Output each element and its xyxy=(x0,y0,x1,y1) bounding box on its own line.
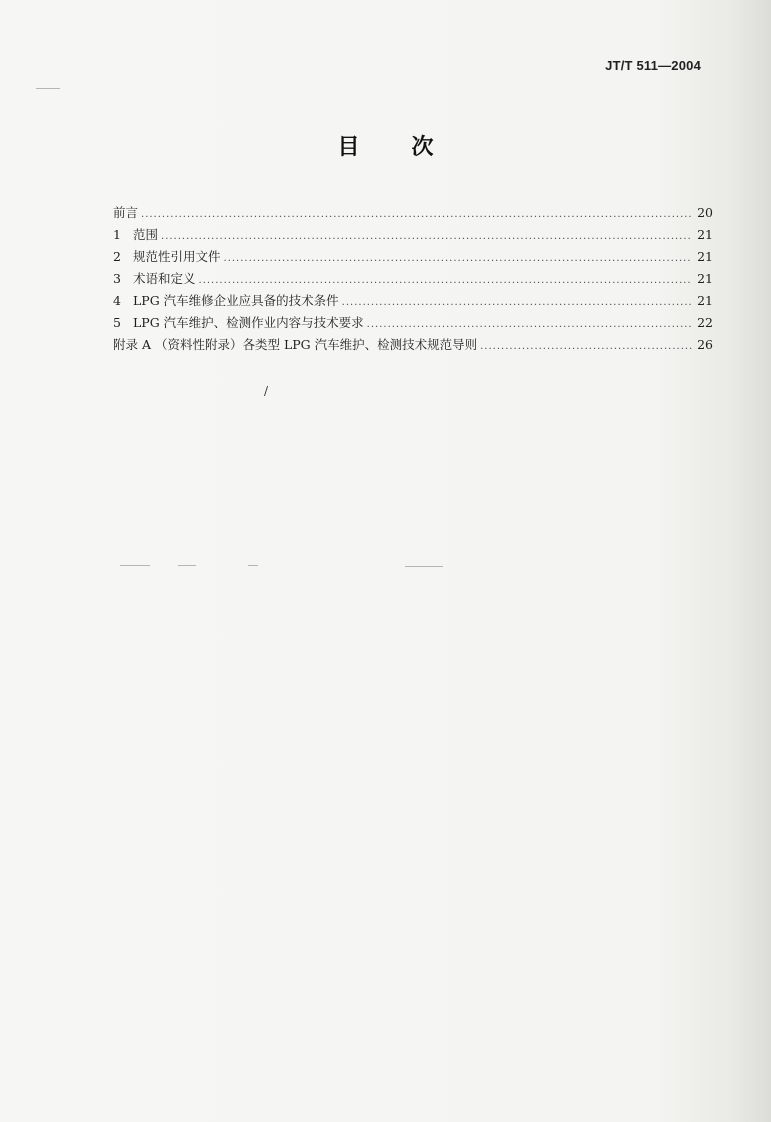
toc-entry-technical-conditions[interactable] xyxy=(113,291,713,313)
toc-leader-dots xyxy=(342,297,692,308)
toc-entry-annex-a[interactable] xyxy=(113,335,713,357)
toc-title: 目次 xyxy=(337,135,486,160)
toc-entry-page: 21 xyxy=(697,293,713,308)
toc-leader-dots xyxy=(199,275,692,286)
scan-artifact-line xyxy=(178,565,196,566)
toc-leader-dots xyxy=(480,341,692,352)
toc-entry-terms-definitions[interactable] xyxy=(113,269,713,291)
toc-entry-page: 21 xyxy=(697,227,713,242)
toc-entry-preface[interactable] xyxy=(113,203,713,225)
toc-entry-label: 规范性引用文件 xyxy=(133,249,221,264)
toc-entry-number: 2 xyxy=(113,249,121,264)
document-code: JT/T 511—2004 xyxy=(605,58,701,73)
scan-artifact-mark: / xyxy=(264,384,269,398)
toc-leader-dots xyxy=(224,253,692,264)
scan-artifact-line xyxy=(36,88,60,89)
toc-entry-page: 21 xyxy=(697,249,713,264)
toc-entry-number: 4 xyxy=(113,293,121,308)
toc-entry-page: 20 xyxy=(697,205,713,220)
toc-entry-label: 范围 xyxy=(133,227,159,242)
scan-artifact-line xyxy=(120,565,150,566)
toc-entry-scope[interactable] xyxy=(113,225,713,247)
toc-leader-dots xyxy=(161,231,692,242)
toc-entry-normative-references[interactable] xyxy=(113,247,713,269)
toc-entry-maintenance-requirements[interactable] xyxy=(113,313,713,335)
toc-entry-label: 附录 A （资料性附录）各类型 LPG 汽车维护、检测技术规范导则 xyxy=(113,337,478,352)
toc-entry-page: 22 xyxy=(697,315,713,330)
toc-entry-label: LPG 汽车维护、检测作业内容与技术要求 xyxy=(133,315,364,330)
toc-entry-label: 术语和定义 xyxy=(133,271,196,286)
table-of-contents xyxy=(113,203,713,357)
toc-entry-page: 26 xyxy=(697,337,713,352)
toc-entry-number: 3 xyxy=(113,271,121,286)
scan-artifact-line xyxy=(405,566,443,567)
toc-entry-label: 前言 xyxy=(113,205,139,220)
toc-entry-page: 21 xyxy=(697,271,713,286)
toc-entry-number: 1 xyxy=(113,227,121,242)
scan-artifact-line xyxy=(248,565,258,566)
toc-entry-label: LPG 汽车维修企业应具备的技术条件 xyxy=(133,293,339,308)
toc-leader-dots xyxy=(141,209,692,220)
toc-entry-number: 5 xyxy=(113,315,121,330)
toc-leader-dots xyxy=(367,319,692,330)
